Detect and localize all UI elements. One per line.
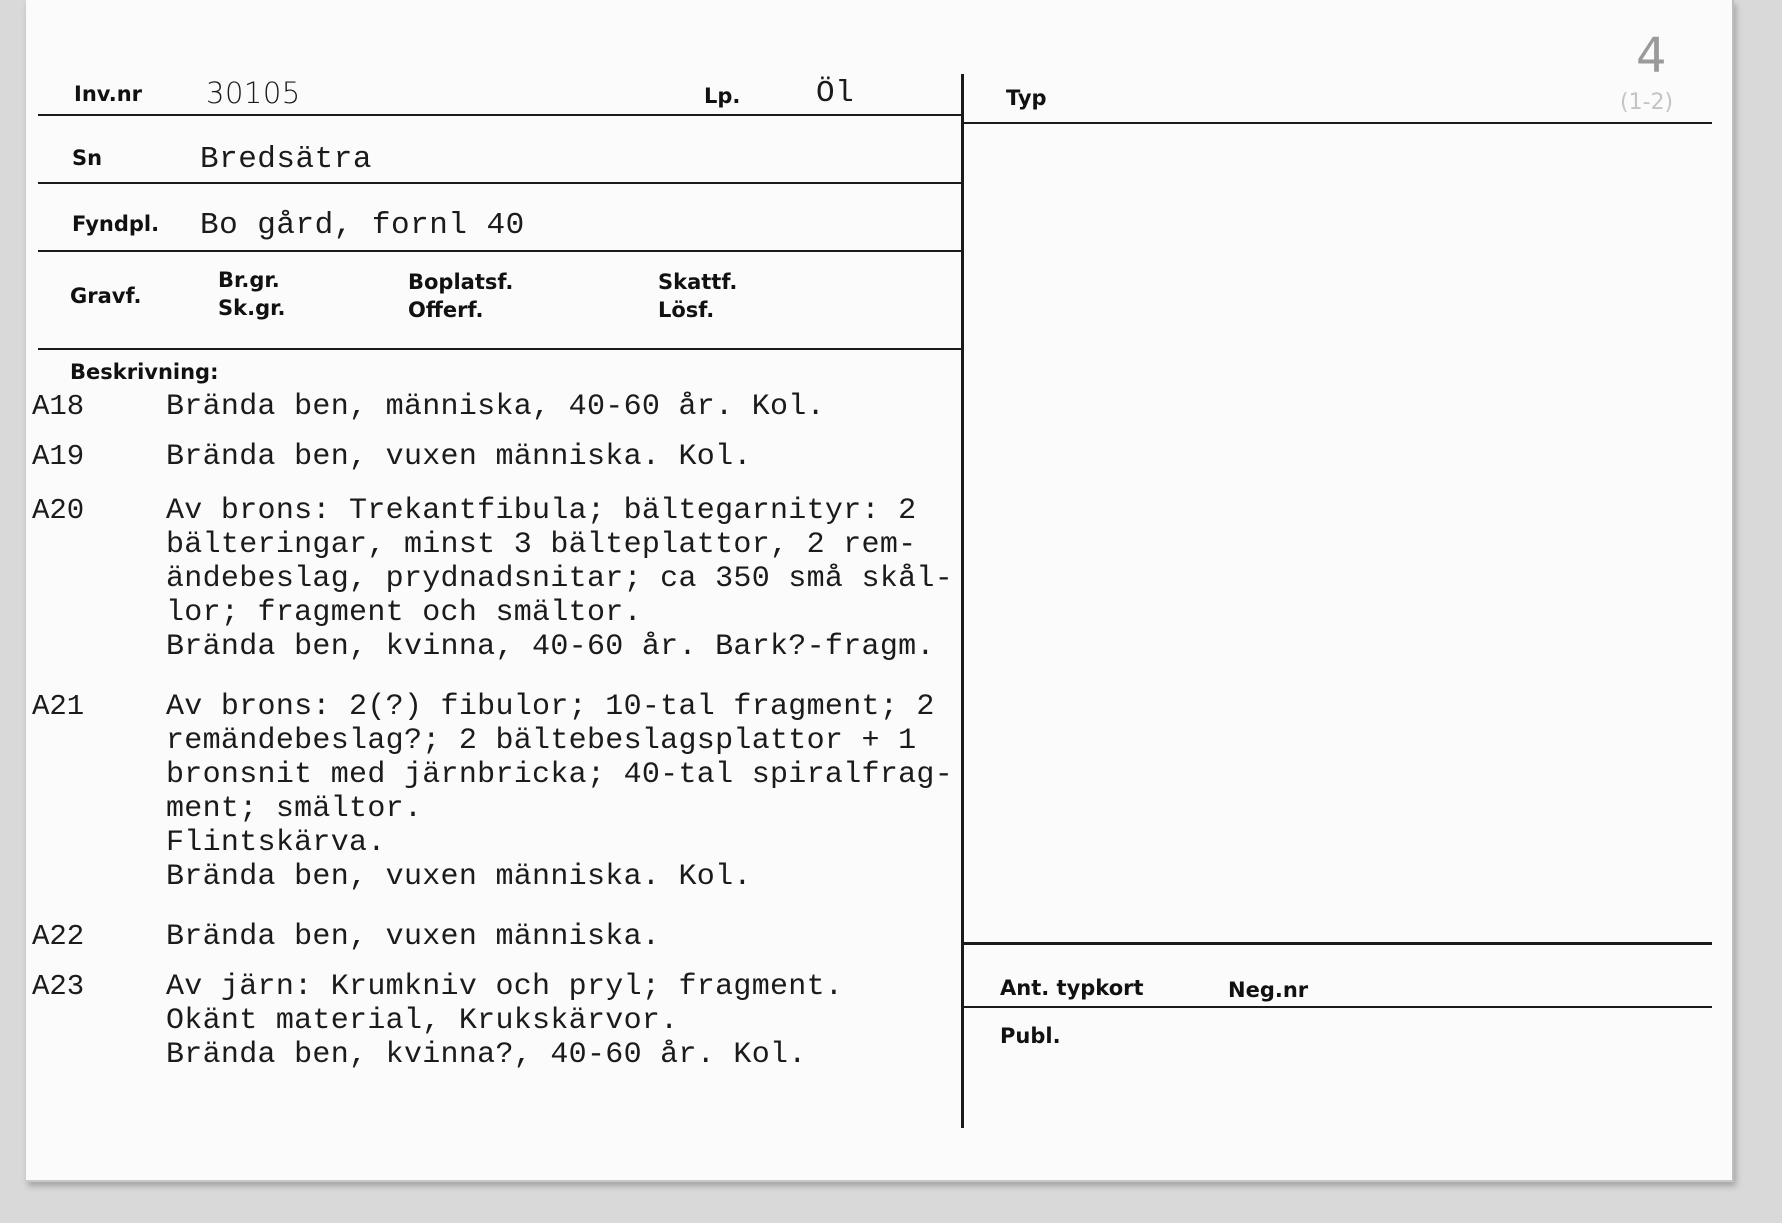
entry-text bbox=[166, 440, 996, 474]
brgr-label: Br.gr. bbox=[218, 268, 280, 292]
entry-line: ment; smältor. bbox=[166, 792, 423, 826]
typ-label: Typ bbox=[1006, 86, 1047, 110]
entry-code: A22 bbox=[32, 920, 85, 953]
entry-line: ändebeslag, prydnadsnitar; ca 350 små skål- bbox=[166, 562, 954, 596]
entry-line: Flintskärva. bbox=[166, 826, 386, 860]
entry-line: Brända ben, vuxen människa. Kol. bbox=[166, 860, 752, 894]
entry-line: bronsnit med järnbricka; 40-tal spiralfrag- bbox=[166, 758, 954, 792]
publ-rule bbox=[964, 1006, 1712, 1008]
entry-code: A23 bbox=[32, 970, 85, 1003]
ant-rule bbox=[964, 942, 1712, 945]
gravf-label: Gravf. bbox=[70, 284, 142, 308]
entry-line: Brända ben, vuxen människa. bbox=[166, 920, 661, 954]
boplatsf-label: Boplatsf. bbox=[408, 270, 514, 294]
entry-text bbox=[166, 970, 996, 1072]
entry-text bbox=[166, 920, 996, 954]
gravf-rule bbox=[38, 348, 962, 350]
sn-value: Bredsätra bbox=[200, 142, 372, 177]
entry-text bbox=[166, 690, 996, 894]
entry-code: A20 bbox=[32, 494, 85, 527]
entry-line: Av järn: Krumkniv och pryl; fragment. bbox=[166, 970, 844, 1004]
beskrivning-label: Beskrivning: bbox=[70, 360, 219, 384]
entry-line: Brända ben, kvinna?, 40-60 år. Kol. bbox=[166, 1038, 807, 1072]
entry-code: A19 bbox=[32, 440, 85, 473]
skgr-label: Sk.gr. bbox=[218, 296, 286, 320]
pencil-subnote: (1-2) bbox=[1620, 90, 1674, 115]
neg-nr-label: Neg.nr bbox=[1228, 978, 1309, 1002]
lp-label: Lp. bbox=[704, 84, 741, 108]
entry-line: Av brons: 2(?) fibulor; 10-tal fragment; 2 bbox=[166, 690, 935, 724]
publ-label: Publ. bbox=[1000, 1024, 1061, 1048]
inv-nr-value: 30105 bbox=[206, 76, 301, 110]
fyndpl-label: Fyndpl. bbox=[72, 212, 160, 236]
losf-label: Lösf. bbox=[658, 298, 715, 322]
sn-rule bbox=[38, 182, 962, 184]
entry-text bbox=[166, 494, 996, 664]
catalog-card bbox=[26, 0, 1734, 1182]
entry-line: remändebeslag?; 2 bältebeslagsplattor + 1 bbox=[166, 724, 917, 758]
inv-nr-label: Inv.nr bbox=[74, 82, 143, 106]
pencil-mark: 4 bbox=[1636, 28, 1667, 84]
entry-line: Brända ben, kvinna, 40-60 år. Bark?-fragm. bbox=[166, 630, 935, 664]
entry-code: A21 bbox=[32, 690, 85, 723]
header-rule-left bbox=[38, 114, 962, 116]
fyndpl-value: Bo gård, fornl 40 bbox=[200, 208, 525, 243]
skattf-label: Skattf. bbox=[658, 270, 738, 294]
entry-line: Av brons: Trekantfibula; bältegarnityr: 2 bbox=[166, 494, 917, 528]
header-rule-right bbox=[964, 122, 1712, 124]
entry-line: bälteringar, minst 3 bälteplattor, 2 rem- bbox=[166, 528, 917, 562]
lp-value: Öl bbox=[816, 76, 855, 111]
entry-line: Brända ben, människa, 40-60 år. Kol. bbox=[166, 390, 825, 424]
entry-line: lor; fragment och smältor. bbox=[166, 596, 642, 630]
entry-line: Okänt material, Krukskärvor. bbox=[166, 1004, 679, 1038]
ant-typkort-label: Ant. typkort bbox=[1000, 976, 1144, 1000]
entry-line: Brända ben, vuxen människa. Kol. bbox=[166, 440, 752, 474]
offerf-label: Offerf. bbox=[408, 298, 484, 322]
fyndpl-rule bbox=[38, 250, 962, 252]
sn-label: Sn bbox=[72, 146, 103, 170]
entry-text bbox=[166, 390, 996, 424]
entry-code: A18 bbox=[32, 390, 85, 423]
